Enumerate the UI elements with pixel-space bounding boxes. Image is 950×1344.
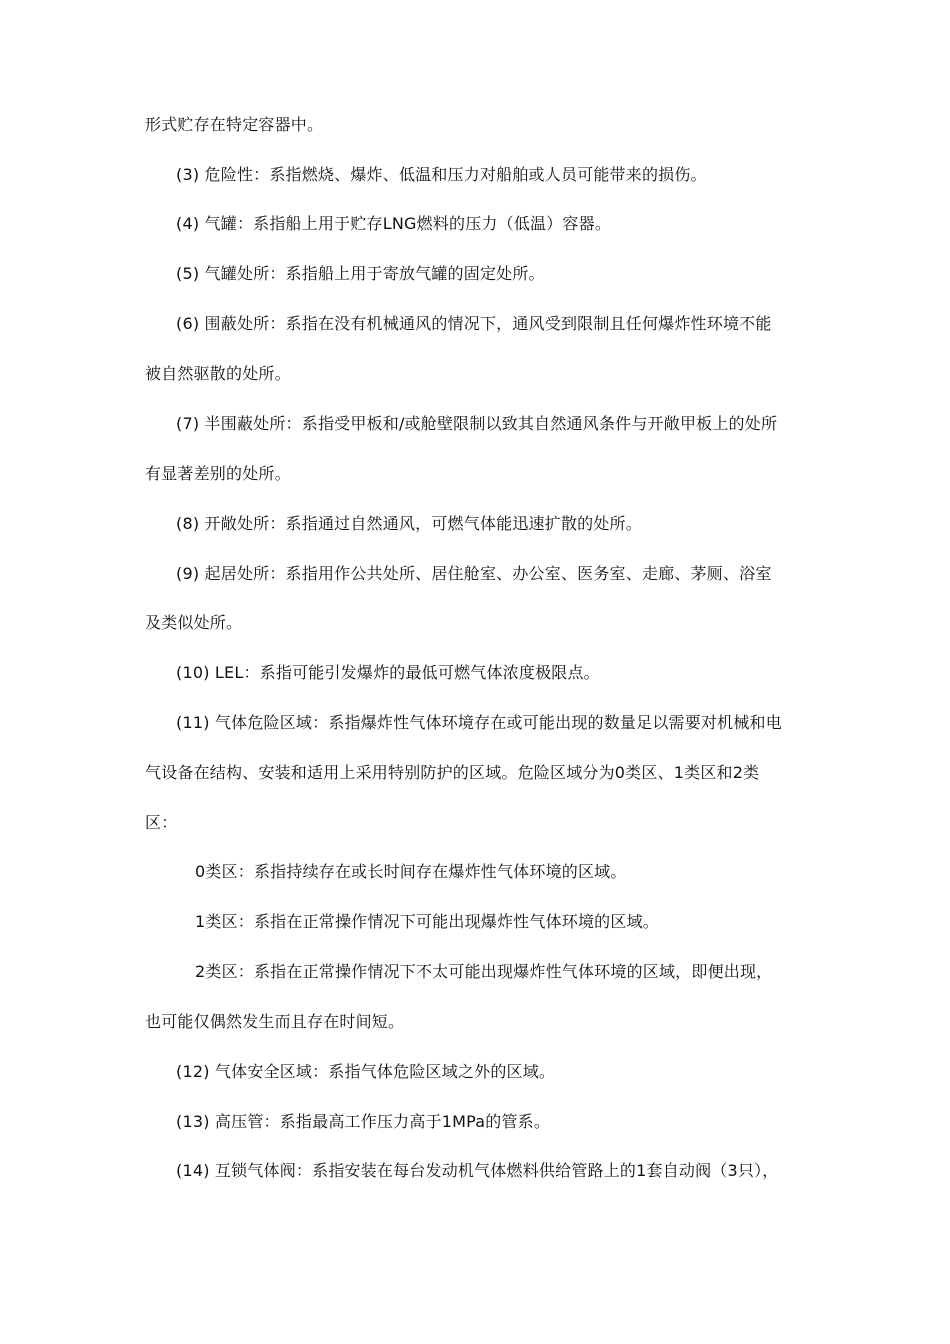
definition-item-13: (13) 高压管：系指最高工作压力高于1MPa的管系。 — [176, 1112, 551, 1131]
definition-item-12: (12) 气体安全区域：系指气体危险区域之外的区域。 — [176, 1062, 556, 1081]
definition-item-7: (7) 半围蔽处所：系指受甲板和/或舱壁限制以致其自然通风条件与开敞甲板上的处所 — [176, 414, 778, 433]
definition-item-5: (5) 气罐处所：系指船上用于寄放气罐的固定处所。 — [176, 264, 545, 283]
zone-0-definition: 0类区：系指持续存在或长时间存在爆炸性气体环境的区域。 — [195, 862, 627, 881]
definition-item-9-continued: 及类似处所。 — [145, 613, 243, 632]
definition-item-4: (4) 气罐：系指船上用于贮存LNG燃料的压力（低温）容器。 — [176, 214, 612, 233]
definition-item-3: (3) 危险性：系指燃烧、爆炸、低温和压力对船舶或人员可能带来的损伤。 — [176, 165, 707, 184]
definition-item-10: (10) LEL：系指可能引发爆炸的最低可燃气体浓度极限点。 — [176, 663, 600, 682]
definition-item-8: (8) 开敞处所：系指通过自然通风，可燃气体能迅速扩散的处所。 — [176, 514, 642, 533]
text-line-1: 形式贮存在特定容器中。 — [145, 115, 324, 134]
definition-item-9: (9) 起居处所：系指用作公共处所、居住舱室、办公室、医务室、走廊、茅厕、浴室 — [176, 564, 772, 583]
definition-item-6: (6) 围蔽处所：系指在没有机械通风的情况下，通风受到限制且任何爆炸性环境不能 — [176, 314, 772, 333]
zone-1-definition: 1类区：系指在正常操作情况下可能出现爆炸性气体环境的区域。 — [195, 912, 659, 931]
definition-item-7-continued: 有显著差别的处所。 — [145, 464, 291, 483]
definition-item-11: (11) 气体危险区域：系指爆炸性气体环境存在或可能出现的数量足以需要对机械和电 — [176, 713, 782, 732]
definition-item-11-continued: 气设备在结构、安装和适用上采用特别防护的区域。危险区域分为0类区、1类区和2类 — [145, 763, 760, 782]
zone-2-definition: 2类区：系指在正常操作情况下不太可能出现爆炸性气体环境的区域，即便出现， — [195, 962, 773, 981]
definition-item-14: (14) 互锁气体阀：系指安装在每台发动机气体燃料供给管路上的1套自动阀（3只）， — [176, 1161, 779, 1180]
definition-item-6-continued: 被自然驱散的处所。 — [145, 364, 291, 383]
zone-2-definition-continued: 也可能仅偶然发生而且存在时间短。 — [145, 1012, 405, 1031]
definition-item-11-continued-2: 区： — [145, 813, 178, 832]
